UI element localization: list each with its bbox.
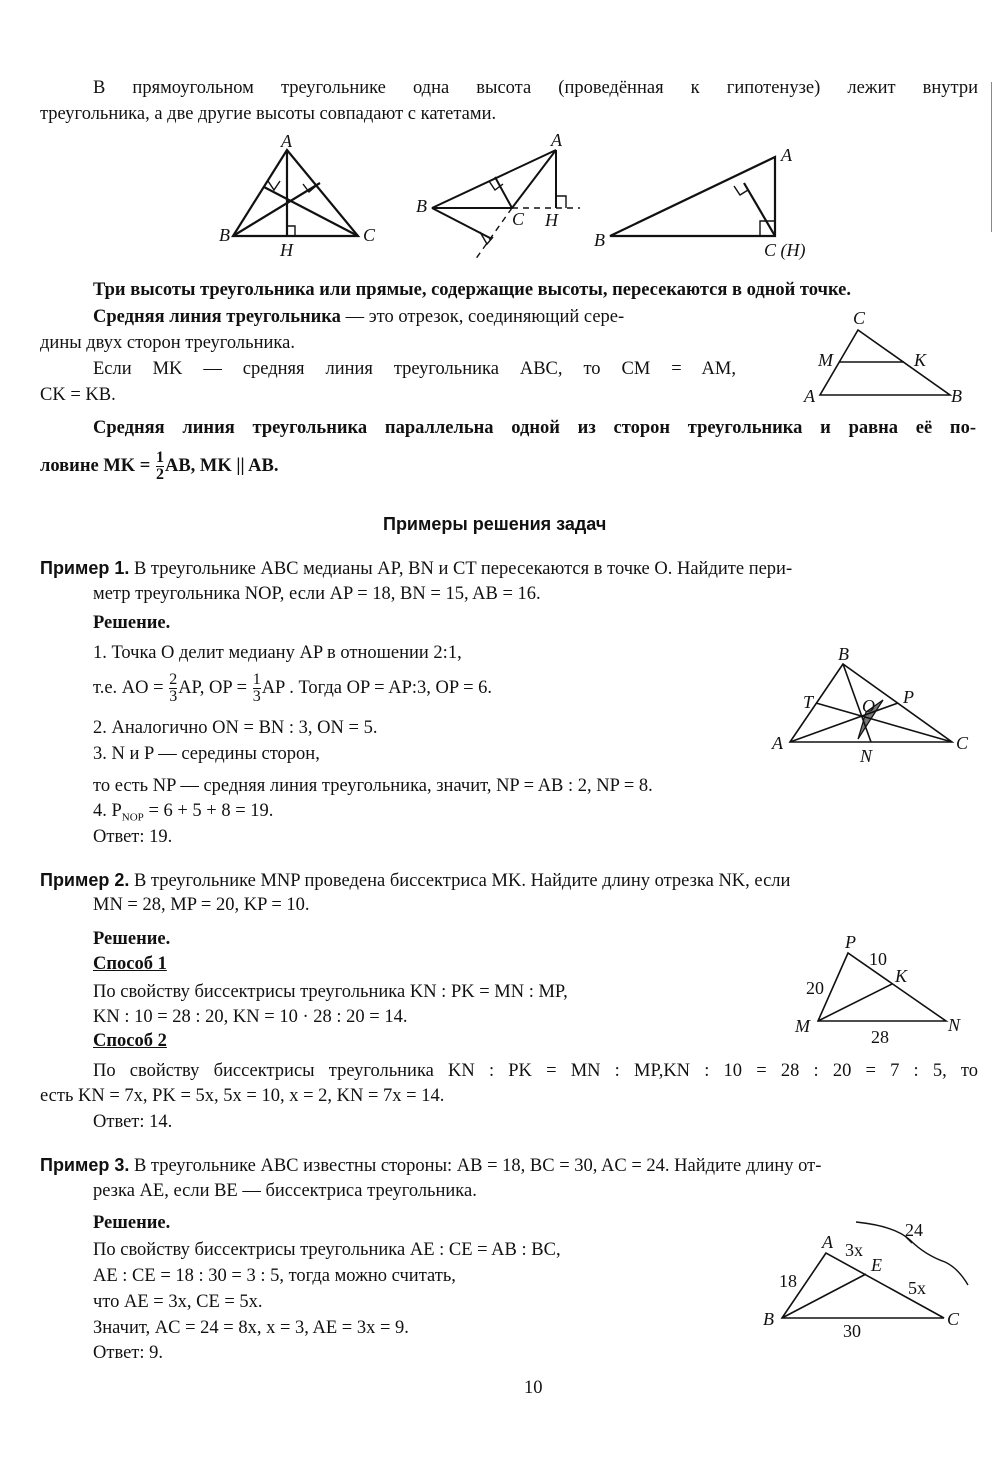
- ex2-way1-line-1: По свойству биссектрисы треугольника KN : PK = MN : MP,: [93, 982, 568, 1002]
- fig1-t2-B: B: [416, 196, 427, 216]
- ex3-l1: По свойству биссектрисы треугольника AE : CE = AB : BC,: [93, 1240, 561, 1260]
- ex3-fig-B: B: [763, 1309, 774, 1329]
- fig1-t2-H: H: [545, 210, 558, 230]
- ex1-s2-a: т.е. AO =: [93, 677, 169, 698]
- fig1-t2-A: A: [551, 130, 562, 150]
- midline-if-line-1: Если MK — средняя линия треугольника ABC, то CM = AM,: [93, 359, 736, 379]
- ex2-fig-M: M: [795, 1016, 810, 1036]
- midline-term: Средняя линия треугольника: [93, 307, 341, 327]
- fig1-t1-H: H: [280, 240, 293, 260]
- ex3-fig-30: 30: [843, 1321, 861, 1341]
- midline-rule-text-b: AB, MK || AB.: [164, 455, 279, 476]
- midline-fig-K: K: [914, 350, 927, 370]
- frac-den: 3: [252, 688, 261, 705]
- ex1-s2-b: AP, OP =: [178, 677, 252, 698]
- ex2-fig-K: K: [895, 966, 908, 986]
- ex3-text-1: В треугольнике ABC известны стороны: AB = 18, BC = 30, AC = 24. Найдите длину от-: [129, 1156, 822, 1176]
- ex2-fig-28: 28: [871, 1027, 889, 1047]
- ex3-fig-3x: 3x: [845, 1240, 863, 1260]
- ex1-label: Пример 1.: [40, 558, 130, 578]
- ex3-fig-C: C: [947, 1309, 960, 1329]
- frac-num: 2: [169, 671, 178, 688]
- ex3-fig-18: 18: [779, 1271, 797, 1291]
- ex1-solution: Решение.: [93, 613, 171, 633]
- ex2-answer: Ответ: 14.: [93, 1112, 173, 1132]
- midline-fig-C: C: [853, 308, 866, 328]
- ex3-label: Пример 3.: [40, 1155, 130, 1175]
- ex1-fig-A: A: [772, 733, 783, 753]
- ex2-way2-line-2: есть KN = 7x, PK = 5x, 5x = 10, x = 2, KN = 7x = 14.: [40, 1086, 445, 1106]
- ex1-s6-a: 4. P: [93, 801, 122, 821]
- fig1-t3-C: C (H): [764, 240, 806, 260]
- ex2-solution: Решение.: [93, 929, 171, 949]
- ex1-line-2: метр треугольника NOP, если AP = 18, BN = 15, AB = 16.: [93, 584, 541, 604]
- rule-heights: Три высоты треугольника или прямые, содержащие высоты, пересекаются в одной точке.: [93, 280, 851, 300]
- ex1-step-3b: то есть NP — средняя линия треугольника, значит, NP = AB : 2, NP = 8.: [93, 776, 653, 796]
- intro-line-1: В прямоугольном треугольнике одна высота (проведённая к гипотенузе) лежит внутри: [93, 78, 978, 98]
- ex1-step-1: 1. Точка O делит медиану AP в отношении 2:1,: [93, 643, 462, 663]
- ex2-way2-line-1: По свойству биссектрисы треугольника KN : PK = MN : MP,KN : 10 = 28 : 20 = 7 : 5, то: [93, 1061, 978, 1081]
- ex3-l2: AE : CE = 18 : 30 = 3 : 5, тогда можно считать,: [93, 1266, 456, 1286]
- midline-fig-M: M: [818, 350, 833, 370]
- midline-fig-B: B: [951, 386, 962, 406]
- ex1-text-1: В треугольнике ABC медианы AP, BN и CT пересекаются в точке O. Найдите пери-: [129, 559, 793, 579]
- midline-def-rest: — это отрезок, соединяющий сере-: [340, 307, 625, 327]
- ex2-line-2: MN = 28, MP = 20, KP = 10.: [93, 895, 310, 915]
- ex2-text-1: В треугольнике MNP проведена биссектриса MK. Найдите длину отрезка NK, если: [129, 871, 791, 891]
- intro-line-2: треугольника, а две другие высоты совпадают с катетами.: [40, 104, 497, 124]
- ex1-s6-b: = 6 + 5 + 8 = 19.: [143, 801, 274, 821]
- fig1-t3-A: A: [781, 145, 792, 165]
- ex3-line-2: резка AE, если BE — биссектриса треугольника.: [93, 1181, 477, 1201]
- ex2-way-2: Способ 2: [93, 1031, 167, 1051]
- fig1-t2-C: C: [512, 209, 525, 229]
- ex2-fig-P: P: [845, 932, 856, 952]
- fig1-t1-B: B: [219, 225, 230, 245]
- ex1-answer: Ответ: 19.: [93, 827, 173, 847]
- ex1-fig-T: T: [803, 692, 814, 712]
- ex1-step-2: 2. Аналогично ON = BN : 3, ON = 5.: [93, 718, 378, 738]
- fig1-t3-B: B: [594, 230, 605, 250]
- ex1-fig-O: O: [862, 696, 875, 716]
- ex1-s6-sub: NOP: [121, 811, 144, 824]
- ex3-fig-24: 24: [905, 1220, 923, 1240]
- examples-title: Примеры решения задач: [383, 514, 607, 534]
- frac-num: 1: [155, 449, 164, 466]
- fig1-t1-A: A: [281, 131, 292, 151]
- ex2-way1-line-2: KN : 10 = 28 : 20, KN = 10 · 28 : 20 = 14.: [93, 1007, 408, 1027]
- ex3-fig-A: A: [822, 1232, 833, 1252]
- ex2-fig-N: N: [948, 1015, 961, 1035]
- midline-fig-A: A: [804, 386, 815, 406]
- frac-den: 3: [169, 688, 178, 705]
- ex2-fig-20: 20: [806, 978, 824, 998]
- ex2-label: Пример 2.: [40, 870, 130, 890]
- midline-rule-text-a: ловине MK =: [40, 455, 155, 476]
- ex1-fig-P: P: [903, 687, 914, 707]
- page-number: 10: [524, 1378, 543, 1398]
- frac-num: 1: [252, 671, 261, 688]
- ex1-s2-c: AP . Тогда OP = AP:3, OP = 6.: [261, 677, 493, 698]
- ex3-fig-E: E: [871, 1255, 882, 1275]
- ex3-answer: Ответ: 9.: [93, 1343, 164, 1363]
- ex2-way-1: Способ 1: [93, 954, 167, 974]
- ex3-l4: Значит, AC = 24 = 8x, x = 3, AE = 3x = 9.: [93, 1318, 409, 1338]
- ex3-l3: что AE = 3x, CE = 5x.: [93, 1292, 263, 1312]
- midline-rule-line-1: Средняя линия треугольника параллельна одной из сторон треугольника и равна её по-: [93, 418, 976, 438]
- ex3-fig-5x: 5x: [908, 1278, 926, 1298]
- frac-den: 2: [155, 466, 164, 483]
- ex2-fig-10: 10: [869, 949, 887, 969]
- ex3-solution: Решение.: [93, 1213, 171, 1233]
- ex1-fig-N: N: [860, 746, 873, 766]
- ex1-step-3: 3. N и P — середины сторон,: [93, 744, 320, 764]
- ex1-fig-C: C: [956, 733, 969, 753]
- midline-def-line-2: дины двух сторон треугольника.: [40, 333, 295, 353]
- fig1-t1-C: C: [363, 225, 376, 245]
- ex1-fig-B: B: [838, 644, 849, 664]
- midline-if-line-2: CK = KB.: [40, 385, 116, 405]
